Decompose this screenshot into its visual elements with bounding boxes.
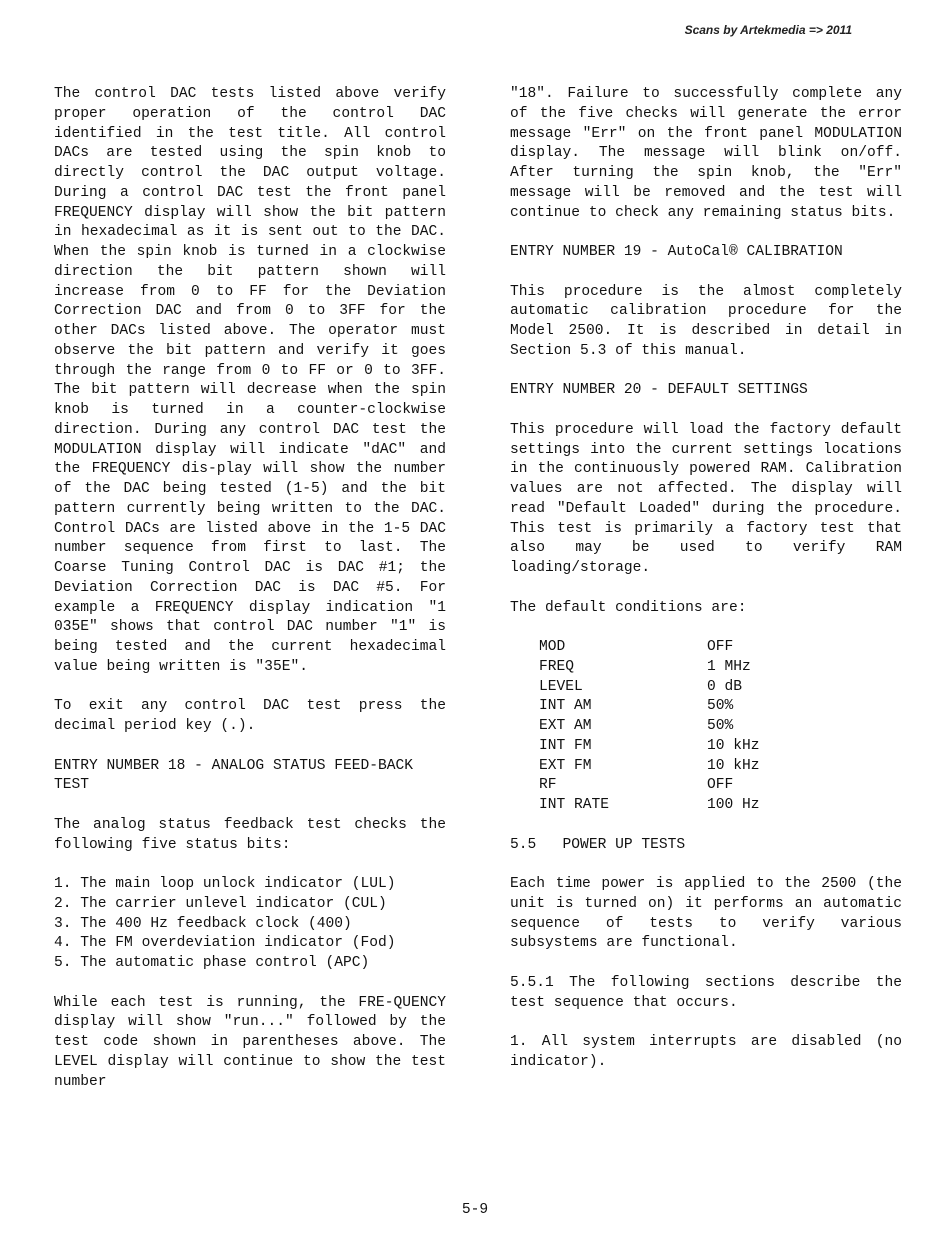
- interrupts-paragraph: 1. All system interrupts are disabled (no indicator).: [510, 1034, 902, 1070]
- power-up-heading: 5.5 POWER UP TESTS: [510, 836, 686, 853]
- setting-name: INT FM: [539, 737, 592, 754]
- setting-name: MOD: [539, 639, 566, 655]
- setting-value: 50%: [707, 718, 734, 734]
- setting-value: 100 Hz: [707, 797, 760, 813]
- status-bits-list: [54, 875, 446, 974]
- setting-value: 0 dB: [707, 678, 743, 695]
- entry-20-heading: ENTRY NUMBER 20 - DEFAULT SETTINGS: [510, 382, 808, 399]
- list-item: 2. The carrier unlevel indicator (CUL): [54, 895, 387, 912]
- entry-18-heading: ENTRY NUMBER 18 - ANALOG STATUS FEED-BACK TEST: [54, 757, 414, 794]
- setting-value: OFF: [707, 777, 734, 794]
- control-dac-paragraph: The control DAC tests listed above verify proper operation of the control DAC identified in the test title. All control DACs are tested using the spin knob to directly control the DAC output voltage. During a control DAC test the front panel FREQUENCY display will show the bit pattern in hexadecimal as it is sent out to the DAC. When the spin knob is turned in a clockwise direction the bit pattern shown will increase from 0 to FF for the Deviation Correction DAC and from 0 to 3FF for the other DACs listed above. The operator must observe the bit pattern and verify it goes through the range from 0 to FF or 0 to 3FF. The bit pattern will decrease when the spin knob is turned in a counter-clockwise direction. During any control DAC test the MODULATION display will indicate "dAC" and the FREQUENCY dis-play will show the number of the DAC being tested (1-5) and the bit pattern currently being written to the DAC. Control DACs are listed above in the 1-5 DAC number sequence from first to last. The Coarse Tuning Control DAC is DAC #1; the Deviation Correction DAC is DAC #5. For example a FREQUENCY display indication "1 035E" shows that control DAC number "1" is being tested and the current hexadecimal value being written is "35E".: [54, 86, 446, 675]
- table-row: [539, 638, 760, 658]
- default-settings-paragraph: This procedure will load the factory default settings into the current settings locations in the continuously powered RAM. Calibration values are not affected. The display will read "Default Loaded" during the procedure. This test is primarily a factory test that also may be used to verify RAM loading/storage.: [510, 421, 902, 576]
- setting-value: 10 kHz: [707, 757, 760, 774]
- setting-name: RF: [539, 777, 557, 794]
- entry-19-heading: ENTRY NUMBER 19 - AutoCal® CALIBRATION: [510, 244, 843, 260]
- setting-value: 50%: [707, 698, 734, 715]
- setting-name: INT RATE: [539, 797, 610, 813]
- power-up-paragraph: Each time power is applied to the 2500 (the unit is turned on) it performs an automatic sequence of tests to verify various subsystems are functional.: [510, 876, 902, 952]
- setting-value: 10 kHz: [707, 737, 760, 754]
- setting-name: INT AM: [539, 698, 592, 715]
- list-item: 4. The FM overdeviation indicator (Fod): [54, 935, 396, 952]
- default-conditions-table: [539, 638, 760, 816]
- table-row: [539, 796, 760, 816]
- table-row: [539, 697, 760, 717]
- table-row: [539, 776, 760, 796]
- page-number: 5-9: [461, 1202, 489, 1218]
- left-column: [54, 85, 446, 1112]
- running-paragraph: While each test is running, the FRE-QUENCY display will show "run..." followed by the test code shown in parentheses above. The LEVEL display will continue to show the test number: [54, 994, 446, 1090]
- setting-value: OFF: [707, 639, 734, 655]
- exit-paragraph: To exit any control DAC test press the decimal period key (.).: [54, 698, 446, 734]
- setting-name: LEVEL: [539, 678, 583, 695]
- right-column: [510, 85, 902, 1092]
- table-row: [539, 717, 760, 737]
- table-row: [539, 658, 760, 678]
- table-row: [539, 757, 760, 777]
- table-row: [539, 737, 760, 757]
- default-conditions-label: The default conditions are:: [510, 599, 747, 616]
- section-551-paragraph: 5.5.1 The following sections describe the test sequence that occurs.: [510, 974, 902, 1011]
- setting-name: EXT FM: [539, 757, 592, 774]
- list-item: 5. The automatic phase control (APC): [54, 955, 370, 971]
- setting-name: EXT AM: [539, 718, 592, 734]
- table-row: [539, 678, 760, 698]
- setting-name: FREQ: [539, 658, 575, 675]
- list-item: 1. The main loop unlock indicator (LUL): [54, 876, 396, 892]
- autocal-paragraph: This procedure is the almost completely automatic calibration procedure for the Model 2500. It is described in detail in Section 5.3 of this manual.: [510, 283, 902, 359]
- scan-credit: Scans by Artekmedia => 2011: [684, 23, 852, 37]
- failure-paragraph: "18". Failure to successfully complete any of the five checks will generate the error message "Err" on the front panel MODULATION display. The message will blink on/off. After turning the spin knob, the "Err" message will be removed and the test will continue to check any remaining status bits.: [510, 86, 902, 221]
- feedback-intro: The analog status feedback test checks the following five status bits:: [54, 816, 446, 853]
- list-item: 3. The 400 Hz feedback clock (400): [54, 915, 352, 932]
- setting-value: 1 MHz: [707, 658, 751, 675]
